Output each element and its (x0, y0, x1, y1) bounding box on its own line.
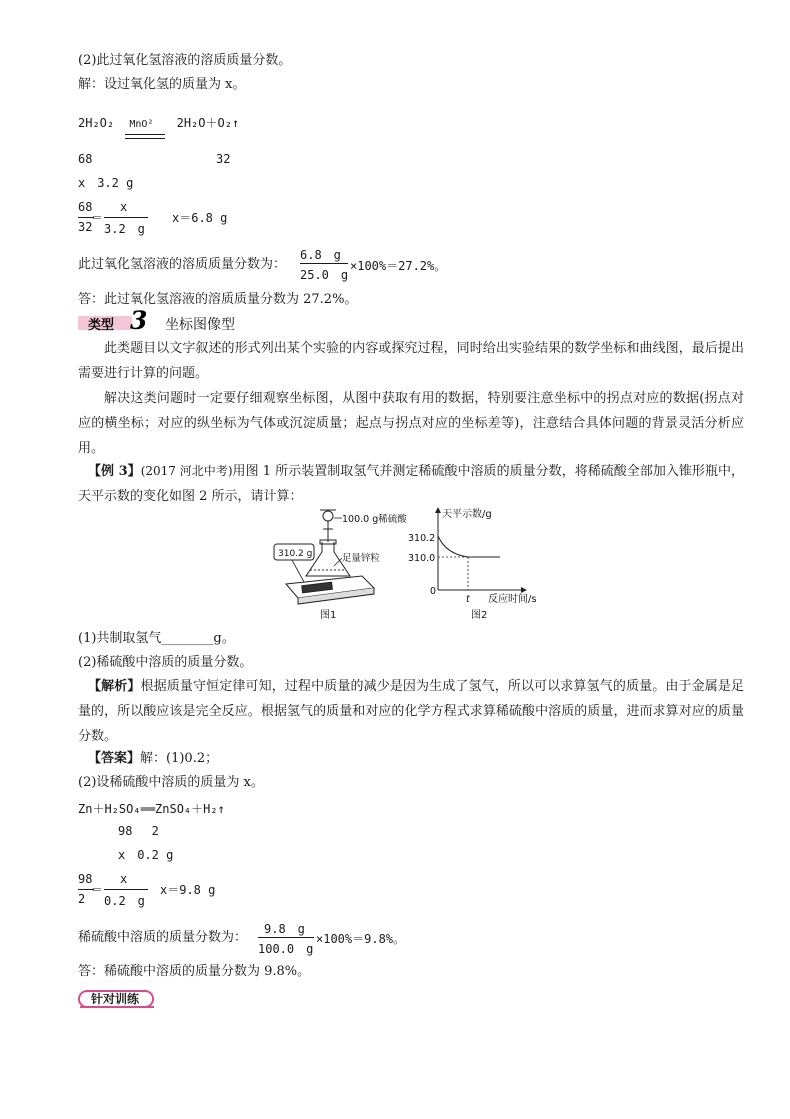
fraction-suffix: ×100%＝27.2%。 (350, 259, 447, 273)
type-badge-label: 类型 (88, 318, 115, 333)
example-3-text (78, 459, 744, 509)
type-badge (78, 306, 148, 335)
figure-1-caption: 图1 (320, 610, 337, 621)
ratio2-right-num: x (120, 872, 128, 886)
data-curve (438, 536, 500, 557)
figures (262, 504, 562, 624)
type-paragraph-1: 此类题目以文字叙述的形式列出某个实验的内容或探究过程，同时给出实验结果的数学坐标和曲线图，最后提出需要进行计算的问题。 (78, 341, 744, 381)
ratio2-left-den: 2 (78, 892, 86, 906)
known-row-2: x 0.2 g (118, 848, 174, 862)
fraction2-prefix: 稀硫酸中溶质的质量分数为： (78, 930, 248, 945)
training-label: 针对训练 (91, 992, 140, 1006)
ratio2-result: x＝9.8 g (160, 883, 216, 897)
ratio-result: x＝6.8 g (172, 211, 228, 225)
fraction-bar (300, 263, 348, 264)
fraction-num: 6.8 g (300, 248, 341, 262)
y-tick-310-2: 310.2 (408, 533, 436, 544)
figure-2-caption: 图2 (471, 610, 488, 621)
answer-line (88, 750, 218, 768)
ratio-left-num: 68 (78, 200, 93, 214)
answer-tag: 【答案】 (88, 751, 141, 766)
zinc-label: 足量锌粒 (342, 553, 381, 564)
ratio-right-num: x (120, 200, 128, 214)
example-tag: 【例 3】 (88, 464, 141, 479)
mass-right: 32 (216, 152, 231, 166)
ratio2-left-num: 98 (78, 872, 93, 886)
type-title: 坐标图像型 (165, 317, 235, 333)
fraction-den: 25.0 g (300, 268, 349, 282)
ratio-right-bar (104, 217, 148, 218)
ratio2-right-den: 0.2 g (104, 894, 145, 908)
x-axis-arrow (521, 587, 527, 593)
figure-2 (408, 507, 537, 621)
fraction2-den: 100.0 g (258, 942, 314, 956)
question-2b: (2)稀硫酸中溶质的质量分数。 (78, 655, 253, 670)
example-source: (2017 河北中考) (140, 464, 233, 478)
example-body: 用图 1 所示装置制取氢气并测定稀硫酸中溶质的质量分数，将稀硫酸全部加入锥形瓶中，天平示数的变化如图 2 所示，请计算： (78, 464, 744, 504)
equation-left: 2H₂O₂ (78, 116, 115, 130)
solution-setup: 解：设过氧化氢的质量为 x。 (78, 77, 246, 92)
separatory-funnel (320, 510, 336, 542)
balance-label: 310.2 g (278, 549, 313, 559)
catalyst-label: MnO² (129, 119, 154, 130)
mass-row: 98 2 (118, 824, 159, 838)
ratio-left-den: 32 (78, 220, 93, 234)
ratio-right-den: 3.2 g (104, 222, 145, 236)
fraction2-num: 9.8 g (264, 922, 305, 936)
fraction-prefix: 此过氧化氢溶液的溶质质量分数为： (78, 257, 287, 272)
answer-2: 答：此过氧化氢溶液的溶质质量分数为 27.2%。 (78, 292, 358, 307)
fraction2-bar (258, 937, 314, 938)
equation-h2o2 (78, 114, 239, 132)
training-heading (78, 987, 160, 1009)
balance (286, 576, 374, 604)
equation-right: 2H₂O＋O₂↑ (176, 116, 240, 130)
x-tick-t: t (466, 594, 470, 605)
question-1: (1)共制取氢气________g。 (78, 631, 235, 646)
analysis-tag: 【解析】 (88, 679, 141, 694)
final-answer: 答：稀硫酸中溶质的质量分数为 9.8%。 (78, 964, 311, 979)
figure-1 (274, 510, 407, 621)
double-line (125, 134, 165, 139)
ratio2-equals: ＝ (91, 883, 104, 897)
type-paragraph-2: 解决这类问题时一定要仔细观察坐标图，从图中获取有用的数据，特别要注意坐标中的拐点对应的数据(拐点对应的横坐标；对应的纵坐标为气体或沉淀质量；起点与拐点对应的坐标差等)，注意结合具体问题的背景灵活分析应用。 (78, 391, 744, 456)
ratio-equals: ＝ (91, 211, 104, 225)
display-pointer (292, 560, 304, 582)
known-row: x 3.2 g (78, 176, 134, 190)
type-badge-number: 3 (130, 306, 148, 335)
analysis-body: 根据质量守恒定律可知，过程中质量的减少是因为生成了氢气，所以可以求算氢气的质量。由于金属是足量的，所以酸应该是完全反应。根据氢气的质量和对应的化学方程式求算稀硫酸中溶质的质量，进而求算对应的质量分数。 (78, 679, 744, 744)
y-tick-310-0: 310.0 (408, 553, 436, 564)
fraction2-suffix: ×100%＝9.8%。 (316, 932, 406, 946)
question-2: (2)此过氧化氢溶液的溶质质量分数。 (78, 53, 292, 68)
ratio2-right-bar (104, 889, 148, 890)
origin-label: 0 (430, 586, 437, 597)
y-axis-label: 天平示数/g (442, 509, 492, 520)
answer-2b: (2)设稀硫酸中溶质的质量为 x。 (78, 775, 264, 790)
answer-1: 解：(1)0.2； (140, 751, 219, 766)
mass-left: 68 (78, 152, 93, 166)
x-axis-label: 反应时间/s (488, 594, 537, 605)
acid-label: 100.0 g稀硫酸 (342, 514, 407, 525)
analysis (78, 674, 744, 749)
training-underline (80, 1006, 154, 1008)
equation-zn: Zn＋H₂SO₄══ZnSO₄＋H₂↑ (78, 802, 225, 816)
y-axis-arrow (435, 507, 441, 513)
